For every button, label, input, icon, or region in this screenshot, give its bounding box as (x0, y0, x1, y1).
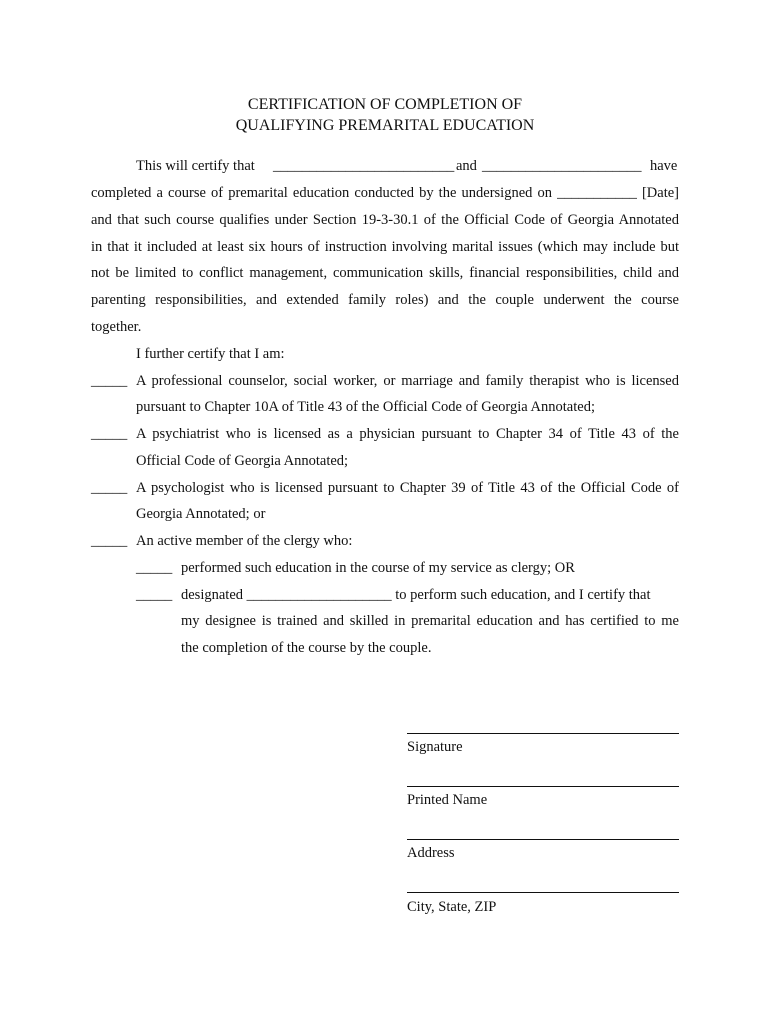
option-psychologist-text-cont: Georgia Annotated; or (136, 506, 266, 522)
option-clergy-checkbox-blank[interactable]: _____ (91, 533, 128, 549)
printed-name-label: Printed Name (407, 792, 488, 808)
option-psychologist-checkbox-blank[interactable]: _____ (91, 480, 128, 496)
and-text: and (456, 158, 477, 174)
document-title-line-2: QUALIFYING PREMARITAL EDUCATION (235, 117, 535, 134)
option-psychiatrist-text-cont: Official Code of Georgia Annotated; (136, 453, 349, 469)
paragraph-line: in that it included at least six hours of instruction involving marital issues (which may include but (91, 239, 679, 255)
suboption-designated-text-cont: my designee is trained and skilled in premarital education and has certified to me (181, 613, 679, 629)
city-state-zip-line[interactable] (407, 892, 679, 893)
address-label: Address (407, 845, 455, 861)
paragraph-line: and that such course qualifies under Section 19-3-30.1 of the Official Code of Georgia Annotated (91, 212, 679, 228)
further-certify: I further certify that I am: (136, 346, 285, 362)
signature-line[interactable] (407, 733, 679, 734)
paragraph-line: completed a course of premarital education conducted by the undersigned on ___________ [Date] (91, 185, 679, 201)
have-text: have (650, 158, 678, 174)
suboption-designated-checkbox-blank[interactable]: _____ (136, 587, 173, 603)
address-line[interactable] (407, 839, 679, 840)
paragraph-line: together. (91, 319, 142, 335)
certify-intro: This will certify that (136, 158, 255, 174)
signature-label: Signature (407, 739, 463, 755)
printed-name-line[interactable] (407, 786, 679, 787)
suboption-performed-checkbox-blank[interactable]: _____ (136, 560, 173, 576)
second-party-blank[interactable]: ______________________ (482, 158, 642, 174)
option-counselor-checkbox-blank[interactable]: _____ (91, 373, 128, 389)
option-psychologist-text: A psychologist who is licensed pursuant to Chapter 39 of Title 43 of the Official Code of (136, 480, 679, 496)
option-clergy-text: An active member of the clergy who: (136, 533, 353, 549)
suboption-performed-text: performed such education in the course of my service as clergy; OR (181, 560, 575, 576)
option-psychiatrist-checkbox-blank[interactable]: _____ (91, 426, 128, 442)
suboption-designated-text-cont: the completion of the course by the couple. (181, 640, 432, 656)
suboption-designated-text: designated ____________________ to perform such education, and I certify that (181, 587, 651, 603)
paragraph-line: not be limited to conflict management, communication skills, financial responsibilities, child and (91, 265, 679, 281)
option-psychiatrist-text: A psychiatrist who is licensed as a physician pursuant to Chapter 34 of Title 43 of the (136, 426, 679, 442)
document-title-line-1: CERTIFICATION OF COMPLETION OF (247, 96, 523, 113)
first-party-blank[interactable]: _________________________ (273, 158, 455, 174)
option-counselor-text: A professional counselor, social worker, or marriage and family therapist who is licensed (136, 373, 679, 389)
paragraph-line: parenting responsibilities, and extended family roles) and the couple underwent the course (91, 292, 679, 308)
city-state-zip-label: City, State, ZIP (407, 899, 497, 915)
option-counselor-text-cont: pursuant to Chapter 10A of Title 43 of the Official Code of Georgia Annotated; (136, 399, 595, 415)
